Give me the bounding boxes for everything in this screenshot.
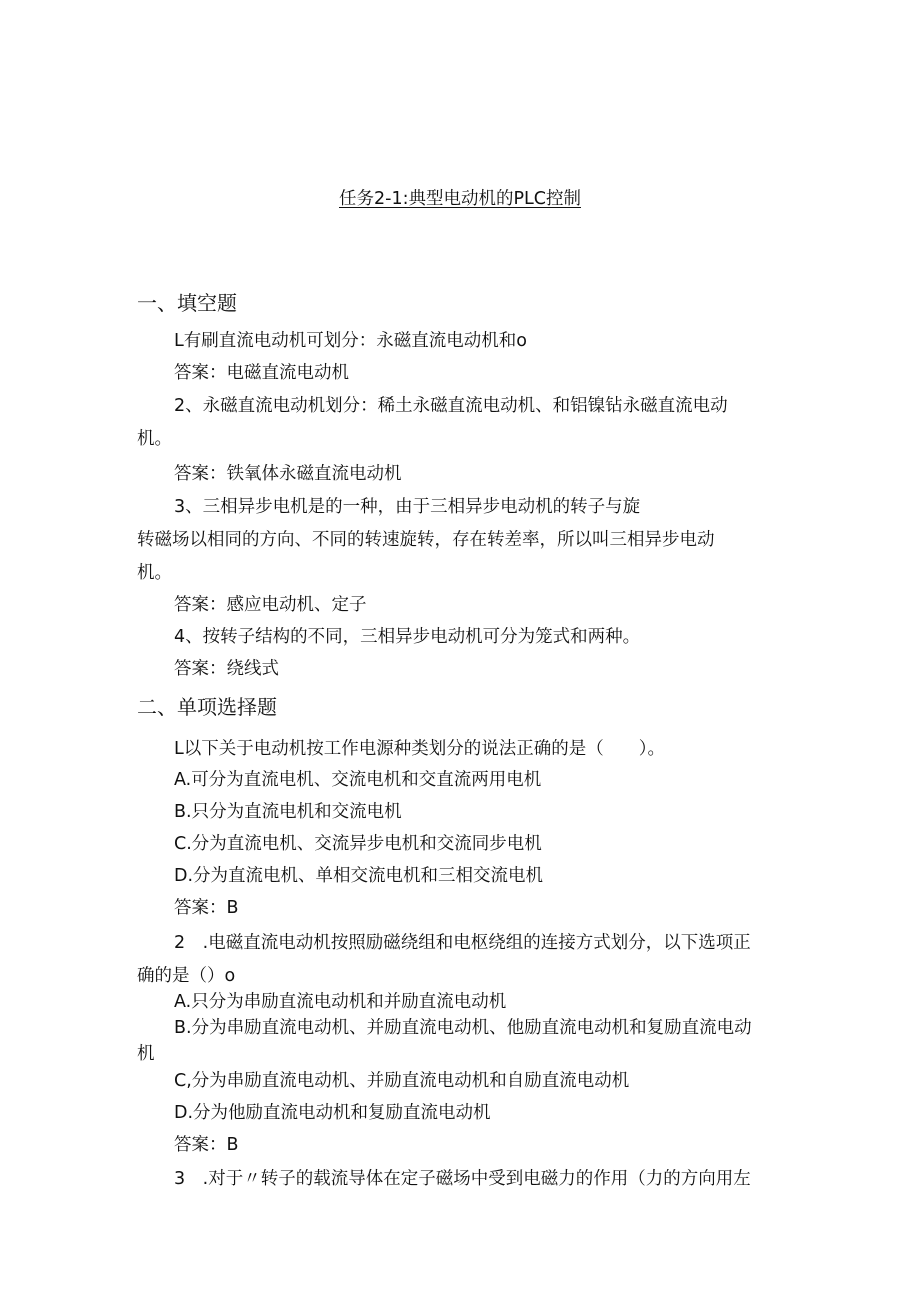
question-line: 2、永磁直流电动机划分：稀土永磁直流电动机、和铝镍钻永磁直流电动 xyxy=(174,396,728,416)
option-line: D.分为他励直流电动机和复励直流电动机 xyxy=(174,1103,491,1123)
option-line: A.可分为直流电机、交流电机和交直流两用电机 xyxy=(174,770,542,790)
answer-line: 答案：电磁直流电动机 xyxy=(174,363,349,383)
option-line: C.分为直流电机、交流异步电机和交流同步电机 xyxy=(174,834,542,854)
answer-line: 答案：感应电动机、定子 xyxy=(174,595,367,615)
question-line-continuation: 确的是（）o xyxy=(137,966,236,986)
section-heading-fill-in: 一、填空题 xyxy=(137,291,237,315)
question-line: 3 .对于〃转子的载流导体在定子磁场中受到电磁力的作用（力的方向用左 xyxy=(174,1169,751,1189)
option-line: B.只分为直流电机和交流电机 xyxy=(174,802,402,822)
answer-line: 答案：B xyxy=(174,898,239,918)
question-line-continuation: 机。 xyxy=(137,563,172,583)
option-line: D.分为直流电机、单相交流电机和三相交流电机 xyxy=(174,866,544,886)
option-line-continuation: 机 xyxy=(137,1044,155,1064)
document-title: 任务2-1:典型电动机的PLC控制 xyxy=(339,189,581,209)
option-line: C,分为串励直流电动机、并励直流电动机和自励直流电动机 xyxy=(174,1071,630,1091)
question-line-continuation: 机。 xyxy=(137,429,172,449)
question-line: 3、三相异步电机是的一种，由于三相异步电动机的转子与旋 xyxy=(174,497,641,517)
question-line: L有刷直流电动机可划分：永磁直流电动机和o xyxy=(174,331,527,351)
answer-line: 答案：B xyxy=(174,1135,239,1155)
answer-line: 答案：绕线式 xyxy=(174,659,279,679)
question-line: L以下关于电动机按工作电源种类划分的说法正确的是（ ）。 xyxy=(174,739,665,759)
question-line-continuation: 转磁场以相同的方向、不同的转速旋转，存在转差率，所以叫三相异步电动 xyxy=(137,530,715,550)
section-heading-single-choice: 二、单项选择题 xyxy=(137,695,277,719)
question-line: 2 .电磁直流电动机按照励磁绕组和电枢绕组的连接方式划分，以下选项正 xyxy=(174,933,751,953)
option-line: B.分为串励直流电动机、并励直流电动机、他励直流电动机和复励直流电动 xyxy=(174,1018,752,1038)
answer-line: 答案：铁氧体永磁直流电动机 xyxy=(174,464,402,484)
question-line: 4、按转子结构的不同，三相异步电动机可分为笼式和两种。 xyxy=(174,627,641,647)
option-line: A.只分为串励直流电动机和并励直流电动机 xyxy=(174,992,507,1012)
